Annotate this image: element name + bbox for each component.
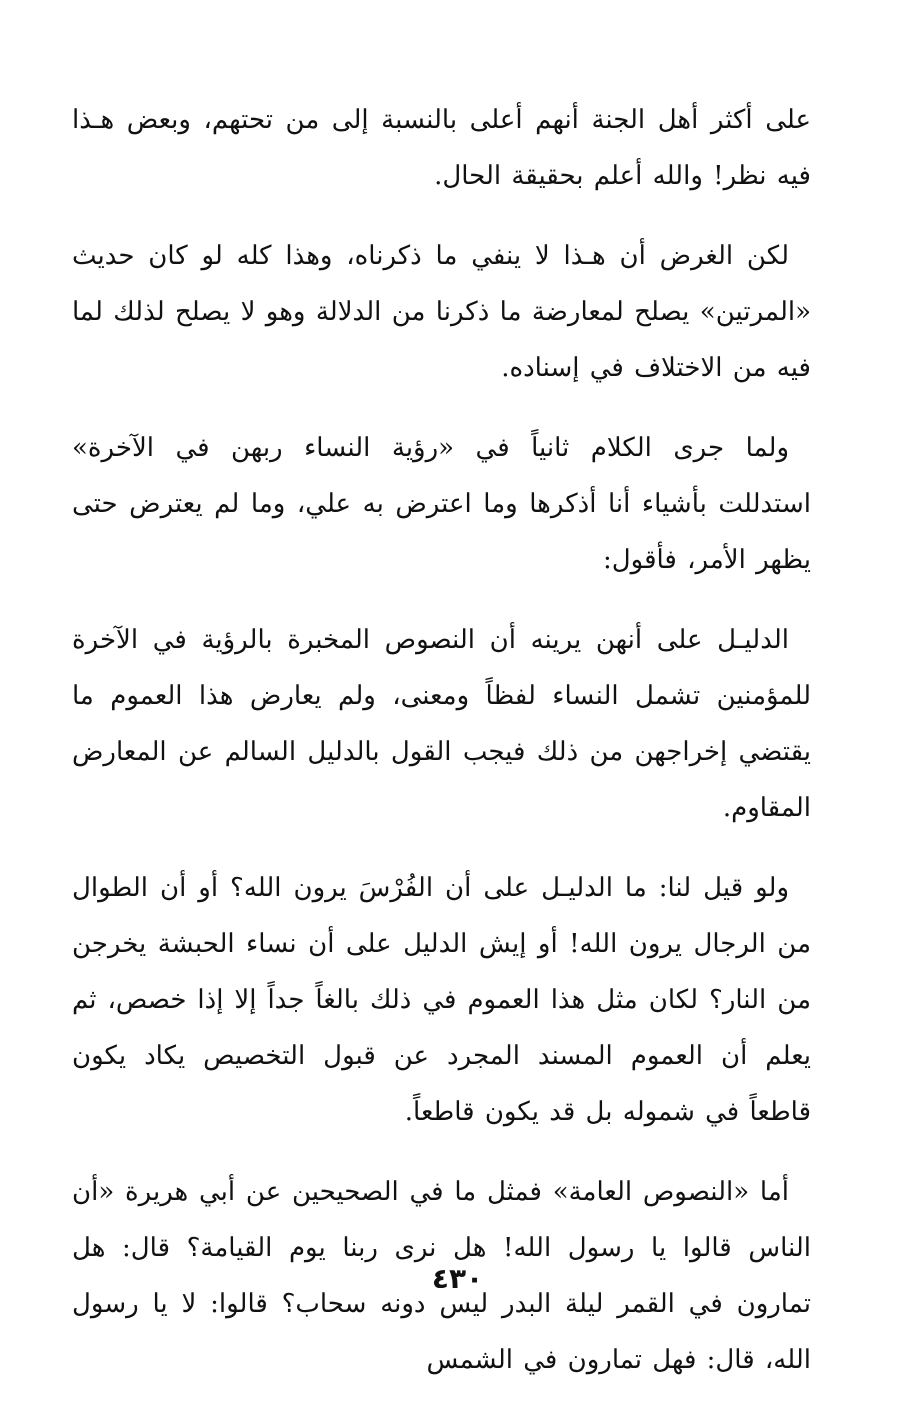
- paragraph-1: على أكثر أهل الجنة أنهم أعلى بالنسبة إلى من تحتهم، وبعض هـذا فيه نظر! والله أعلم بحقيقة الحال.: [72, 105, 811, 191]
- paragraph-5: ولو قيل لنا: ما الدليـل على أن الفُرْسَ يرون الله؟ أو أن الطوال من الرجال يرون الله! أو إيش الدليل على أن نساء الحبشة يخرجن من النار؟ لكان مثل هذا العموم في ذلك بالغاً جداً إلا إذا خصص، ثم يعلم أن العموم المسند المجرد عن قبول التخصيص يكاد يكون قاطعاً في شموله بل قد يكون قاطعاً.: [72, 873, 811, 1127]
- page-number: ٤٣٠: [431, 1262, 484, 1295]
- paragraph-2: لكن الغرض أن هـذا لا ينفي ما ذكرناه، وهذا كله لو كان حديث «المرتين» يصلح لمعارضة ما ذكرنا من الدلالة وهو لا يصلح لذلك لما فيه من الاختلاف في إسناده.: [72, 241, 811, 383]
- paragraph-6: أما «النصوص العامة» فمثل ما في الصحيحين عن أبي هريرة «أن الناس قالوا يا رسول الله! هل نرى ربنا يوم القيامة؟ قال: هل تمارون في القمر ليلة البدر ليس دونه سحاب؟ قالوا: لا يا رسول الله، قال: فهل تمارون في الشمس: [72, 1177, 811, 1375]
- paragraph-3: ولما جرى الكلام ثانياً في «رؤية النساء ربهن في الآخرة» استدللت بأشياء أنا أذكرها وما اعترض به علي، وما لم يعترض حتى يظهر الأمر، فأقول:: [72, 433, 811, 575]
- body-text: [72, 92, 811, 1412]
- paragraph-4: الدليـل على أنهن يرينه أن النصوص المخبرة بالرؤية في الآخرة للمؤمنين تشمل النساء لفظاً ومعنى، ولم يعارض هذا العموم ما يقتضي إخراجهن من ذلك فيجب القول بالدليل السالم عن المعارض المقاوم.: [72, 625, 811, 823]
